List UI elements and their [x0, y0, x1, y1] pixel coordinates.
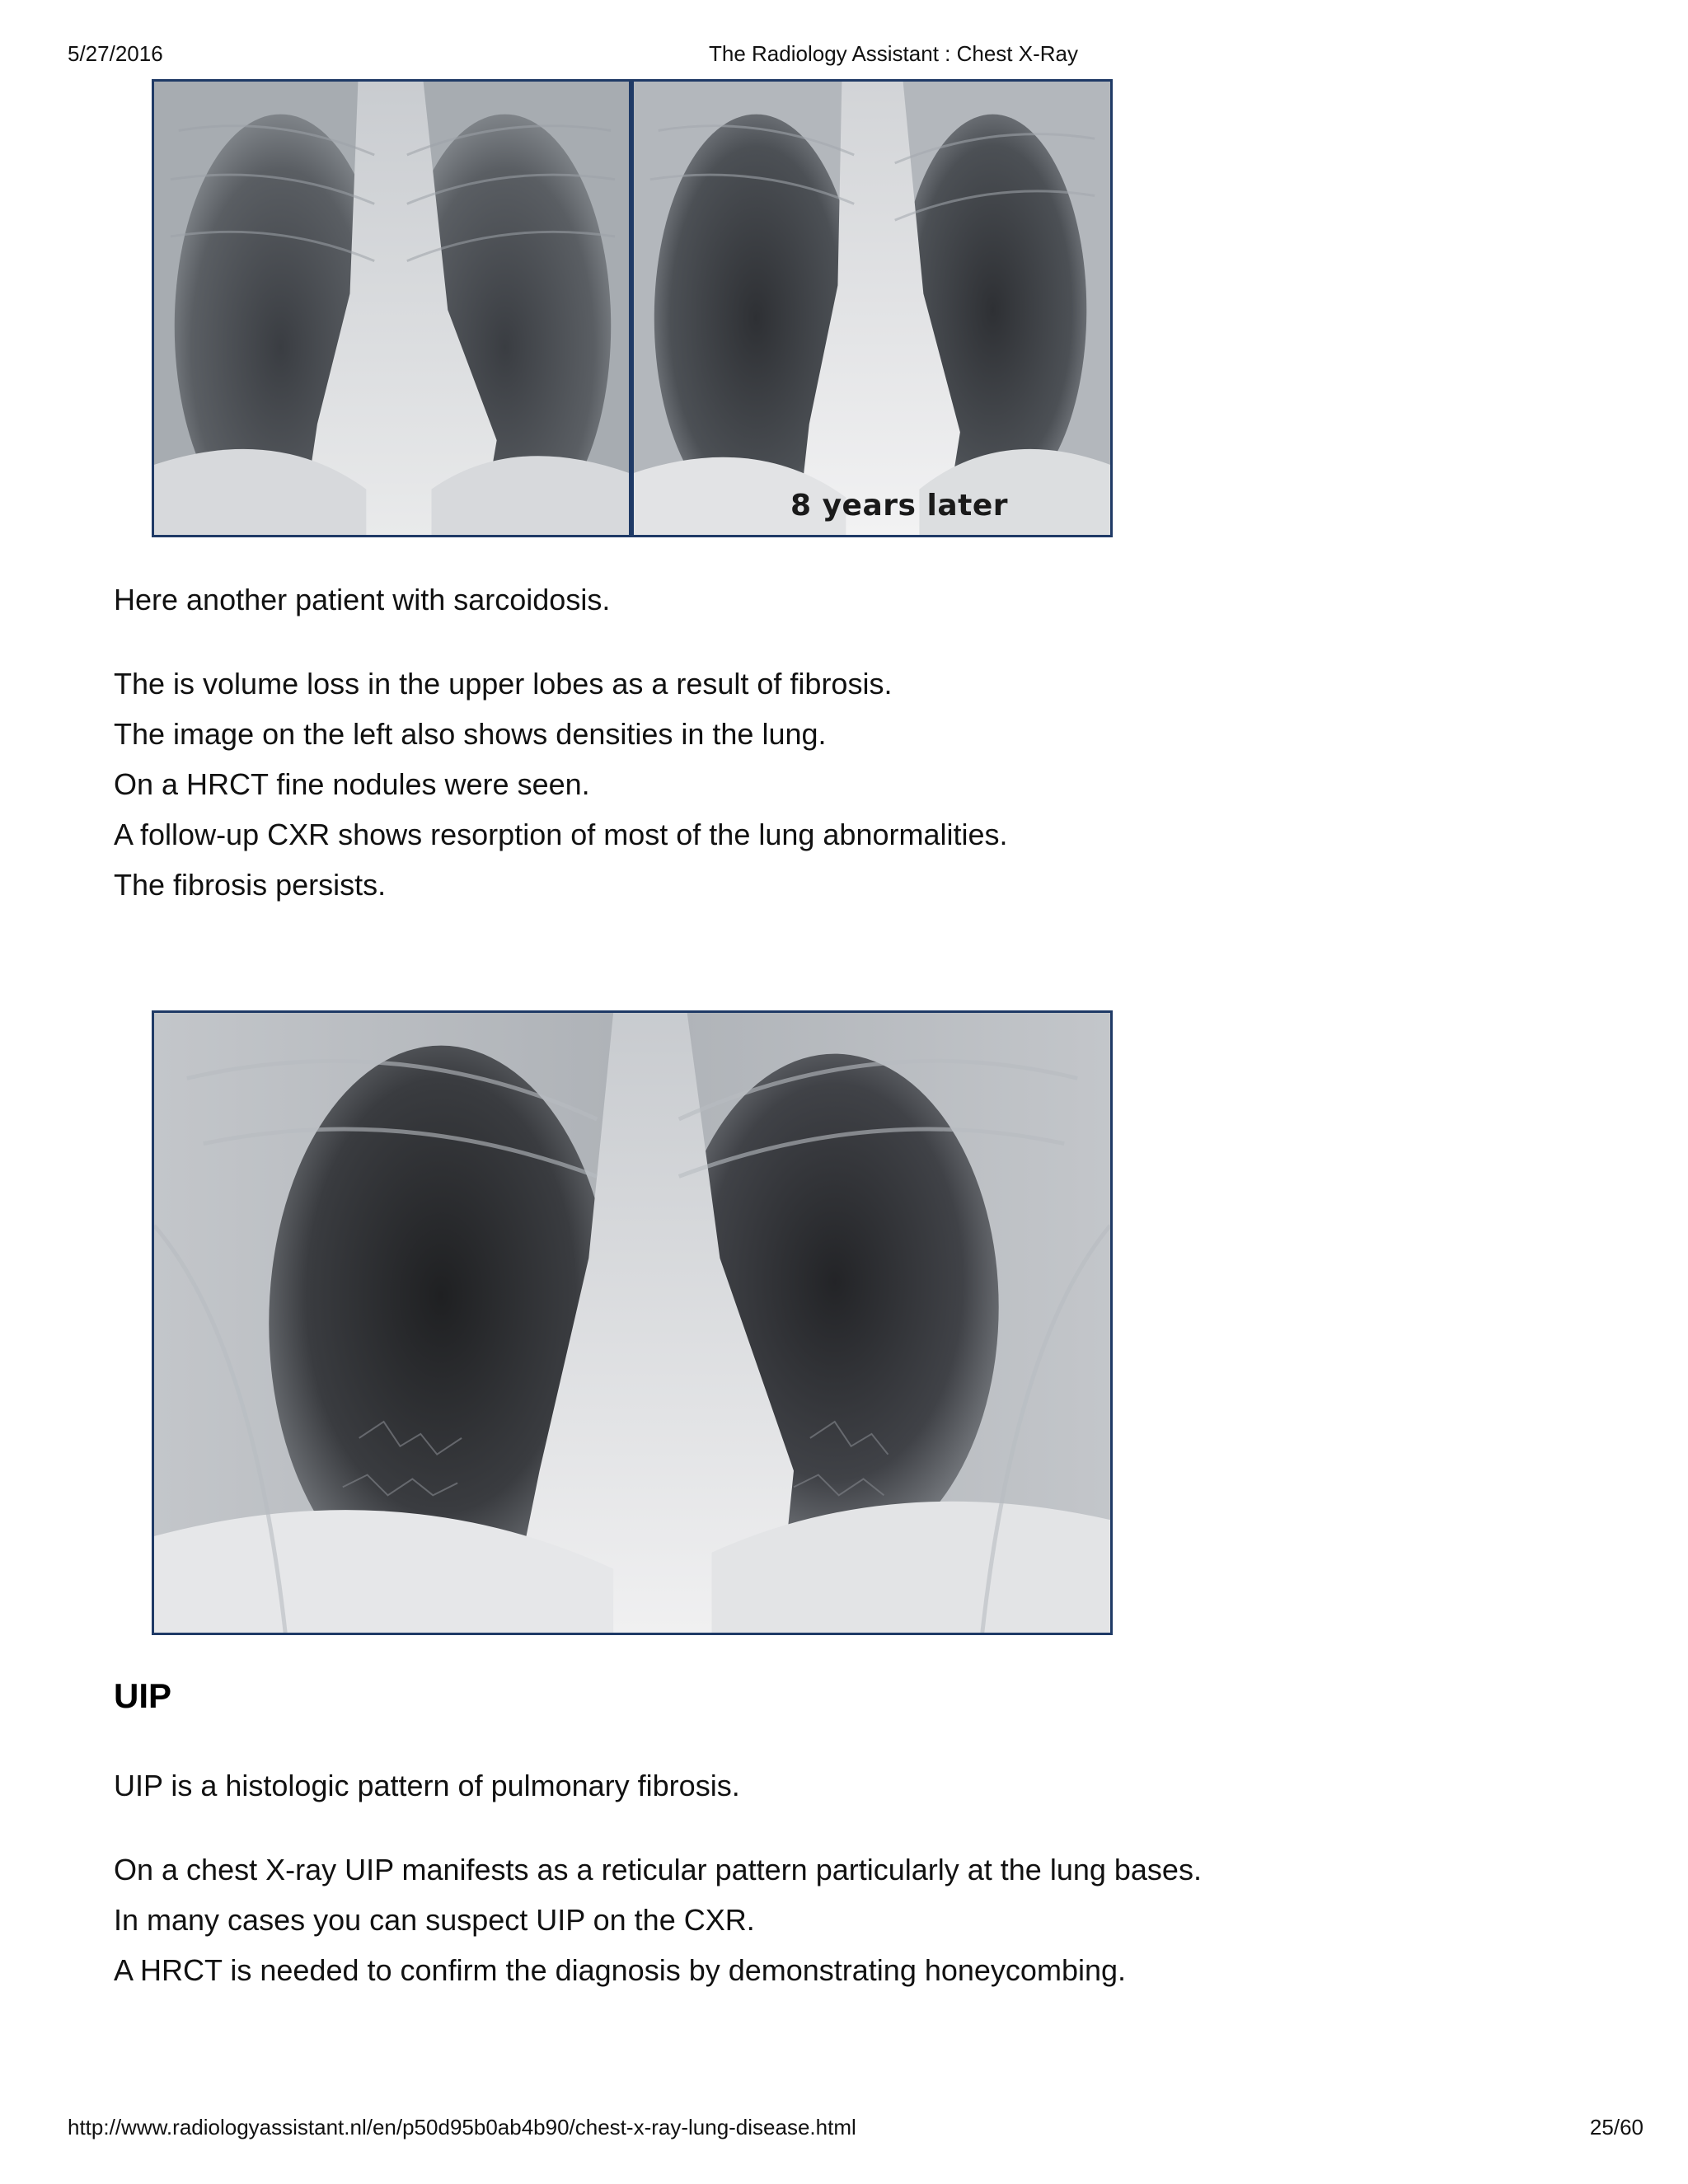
sarcoidosis-intro: Here another patient with sarcoidosis. — [114, 583, 611, 616]
section-heading-uip: UIP — [114, 1676, 172, 1715]
follow-up-label: 8 years later — [790, 489, 1008, 523]
sarcoidosis-xray-initial — [152, 79, 631, 537]
uip-intro: UIP is a histologic pattern of pulmonary fibrosis. — [114, 1769, 740, 1802]
xray-graphic — [154, 82, 629, 535]
document-title: The Radiology Assistant : Chest X-Ray — [709, 41, 1078, 66]
page-number: 25/60 — [1589, 2115, 1643, 2139]
sarcoidosis-findings — [114, 658, 1008, 910]
description-line: On a chest X-ray UIP manifests as a reticular pattern particularly at the lung bases. — [114, 1853, 1202, 1886]
finding-line: On a HRCT fine nodules were seen. — [114, 767, 590, 801]
xray-graphic — [154, 1013, 1110, 1633]
description-line: A HRCT is needed to confirm the diagnosis by demonstrating honeycombing. — [114, 1953, 1127, 1987]
uip-description — [114, 1844, 1202, 1995]
finding-line: The fibrosis persists. — [114, 868, 387, 902]
finding-line: The is volume loss in the upper lobes as a result of fibrosis. — [114, 667, 893, 701]
finding-line: The image on the left also shows densities in the lung. — [114, 717, 827, 751]
print-date: 5/27/2016 — [68, 41, 163, 66]
finding-line: A follow-up CXR shows resorption of most of the lung abnormalities. — [114, 818, 1008, 851]
xray-graphic — [634, 82, 1110, 535]
page-url: http://www.radiologyassistant.nl/en/p50d95b0ab4b90/chest-x-ray-lung-disease.html — [68, 2115, 856, 2139]
uip-chest-xray — [152, 1010, 1113, 1635]
description-line: In many cases you can suspect UIP on the CXR. — [114, 1903, 755, 1937]
sarcoidosis-xray-followup — [631, 79, 1113, 537]
